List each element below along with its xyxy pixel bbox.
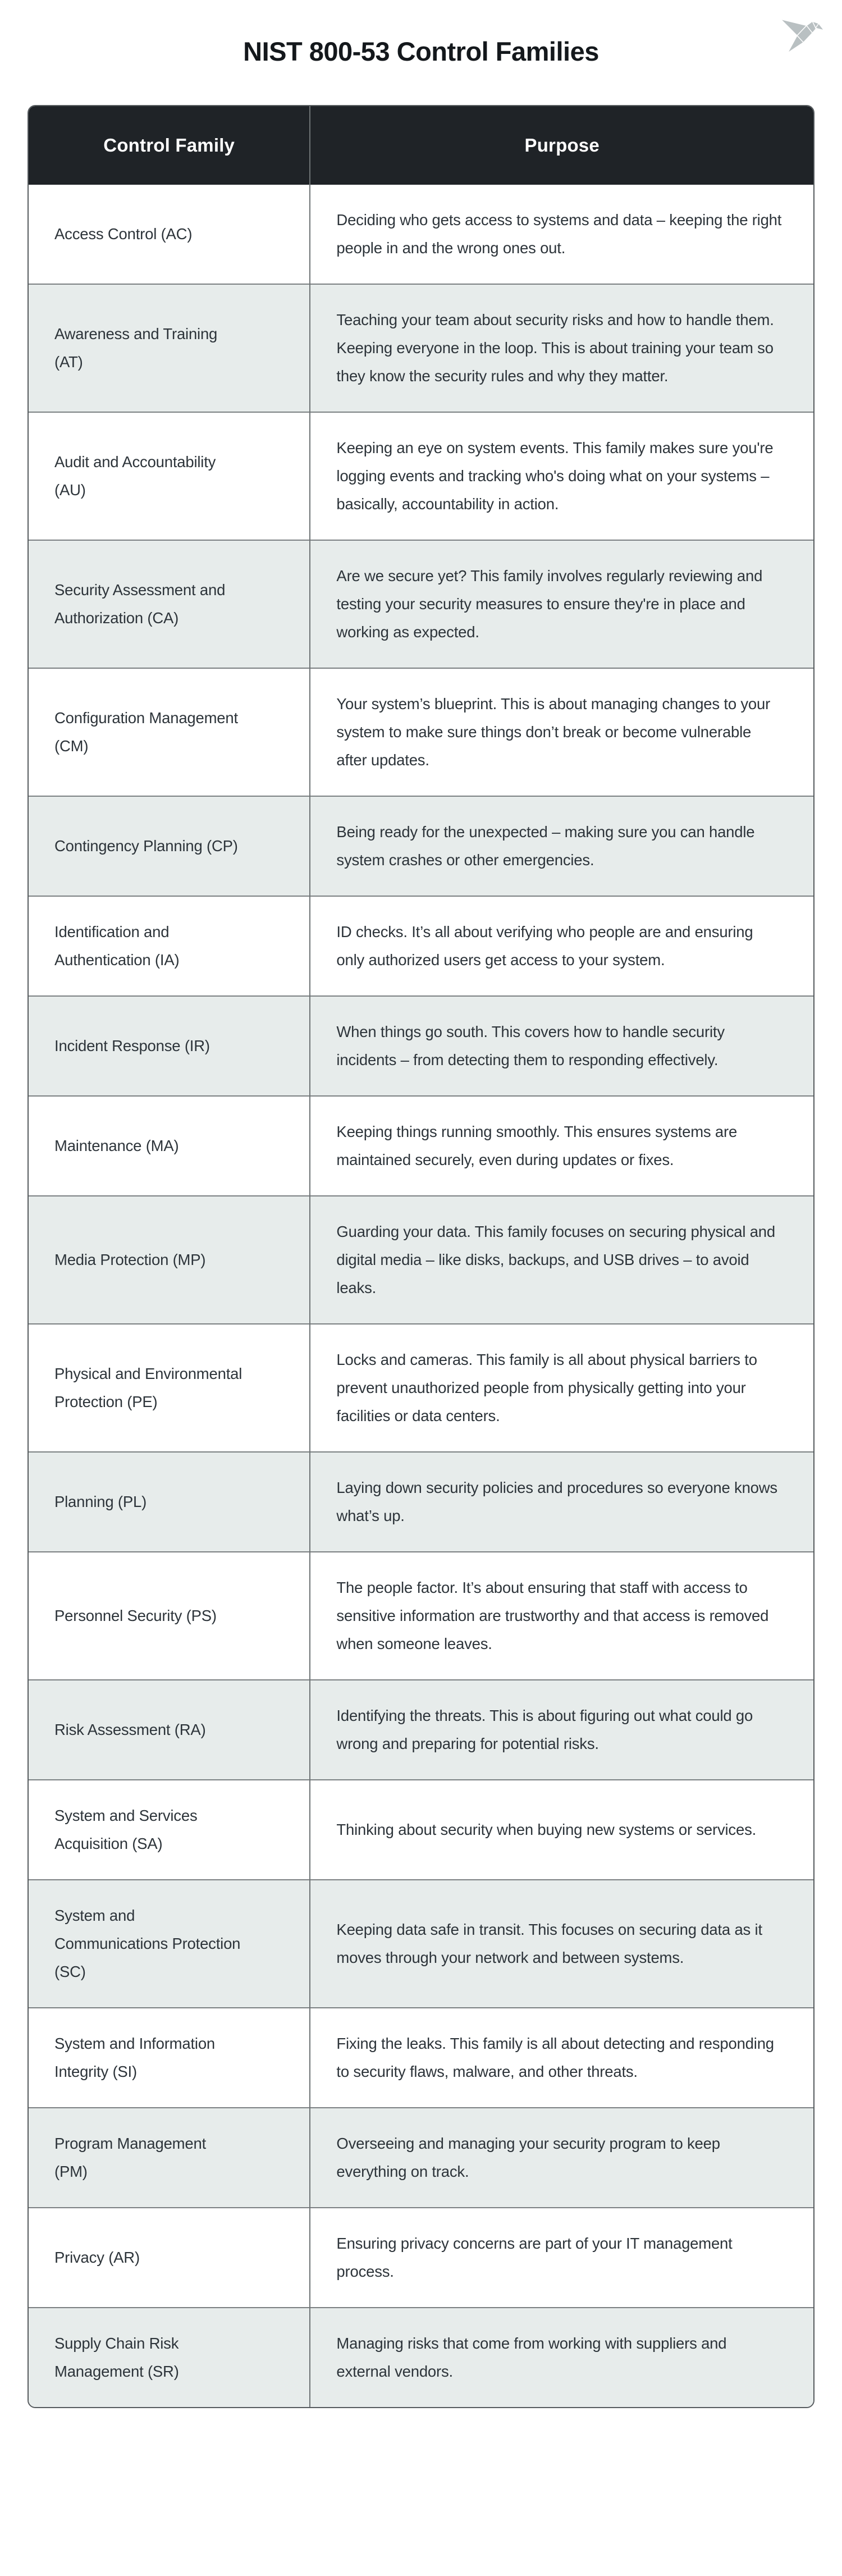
table-row xyxy=(29,896,813,996)
table-row xyxy=(29,412,813,540)
table-row xyxy=(29,996,813,1096)
purpose-cell: Fixing the leaks. This family is all about detecting and responding to security flaws, malware, and other threats. xyxy=(310,2008,813,2108)
purpose-cell: Deciding who gets access to systems and data – keeping the right people in and the wrong ones out. xyxy=(310,185,813,284)
table-row xyxy=(29,668,813,796)
control-family-cell: Access Control (AC) xyxy=(29,185,310,284)
column-header-purpose: Purpose xyxy=(310,106,813,185)
control-family-cell: Privacy (AR) xyxy=(29,2208,310,2308)
control-family-cell: Maintenance (MA) xyxy=(29,1096,310,1196)
table-row xyxy=(29,284,813,412)
control-family-cell: Awareness and Training (AT) xyxy=(29,284,310,412)
purpose-cell: ID checks. It’s all about verifying who people are and ensuring only authorized users get access to your system. xyxy=(310,896,813,996)
page-title: NIST 800-53 Control Families xyxy=(243,36,599,66)
table-row xyxy=(29,1452,813,1552)
control-family-cell: Identification and Authentication (IA) xyxy=(29,896,310,996)
control-family-cell: Supply Chain Risk Management (SR) xyxy=(29,2308,310,2407)
table-row xyxy=(29,1880,813,2008)
control-family-cell: Incident Response (IR) xyxy=(29,996,310,1096)
table-row xyxy=(29,2008,813,2108)
table-row xyxy=(29,1680,813,1780)
control-family-cell: Planning (PL) xyxy=(29,1452,310,1552)
column-header-control-family: Control Family xyxy=(29,106,310,185)
control-family-cell: System and Communications Protection (SC) xyxy=(29,1880,310,2008)
purpose-cell: Identifying the threats. This is about figuring out what could go wrong and preparing for potential risks. xyxy=(310,1680,813,1780)
table-row xyxy=(29,1196,813,1324)
control-family-cell: Security Assessment and Authorization (CA) xyxy=(29,540,310,668)
table-row xyxy=(29,1552,813,1680)
control-family-cell: Audit and Accountability (AU) xyxy=(29,412,310,540)
purpose-cell: Being ready for the unexpected – making sure you can handle system crashes or other emergencies. xyxy=(310,796,813,896)
purpose-cell: Keeping data safe in transit. This focuses on securing data as it moves through your network and between systems. xyxy=(310,1880,813,2008)
control-families-table xyxy=(28,105,814,2408)
control-family-cell: Configuration Management (CM) xyxy=(29,668,310,796)
purpose-cell: Keeping things running smoothly. This ensures systems are maintained securely, even during updates or fixes. xyxy=(310,1096,813,1196)
control-family-cell: Personnel Security (PS) xyxy=(29,1552,310,1680)
control-family-cell: System and Services Acquisition (SA) xyxy=(29,1780,310,1880)
purpose-cell: Ensuring privacy concerns are part of your IT management process. xyxy=(310,2208,813,2308)
purpose-cell: When things go south. This covers how to handle security incidents – from detecting them to responding effectively. xyxy=(310,996,813,1096)
purpose-cell: Managing risks that come from working with suppliers and external vendors. xyxy=(310,2308,813,2407)
origami-bird-logo-icon xyxy=(778,12,833,65)
control-family-cell: Program Management (PM) xyxy=(29,2108,310,2208)
table-row xyxy=(29,2208,813,2308)
table-row xyxy=(29,1780,813,1880)
control-family-cell: Contingency Planning (CP) xyxy=(29,796,310,896)
purpose-cell: Locks and cameras. This family is all about physical barriers to prevent unauthorized people from physically getting into your facilities or data centers. xyxy=(310,1324,813,1452)
control-family-cell: Media Protection (MP) xyxy=(29,1196,310,1324)
control-family-cell: Risk Assessment (RA) xyxy=(29,1680,310,1780)
purpose-cell: Your system’s blueprint. This is about managing changes to your system to make sure things don’t break or become vulnerable after updates. xyxy=(310,668,813,796)
table-row xyxy=(29,1096,813,1196)
purpose-cell: Guarding your data. This family focuses on securing physical and digital media – like disks, backups, and USB drives – to avoid leaks. xyxy=(310,1196,813,1324)
table-row xyxy=(29,2308,813,2407)
control-family-cell: Physical and Environmental Protection (PE) xyxy=(29,1324,310,1452)
purpose-cell: The people factor. It’s about ensuring that staff with access to sensitive information are trustworthy and that access is removed when someone leaves. xyxy=(310,1552,813,1680)
control-family-cell: System and Information Integrity (SI) xyxy=(29,2008,310,2108)
table-row xyxy=(29,1324,813,1452)
purpose-cell: Keeping an eye on system events. This family makes sure you're logging events and tracking who's doing what on your systems – basically, accountability in action. xyxy=(310,412,813,540)
table-row xyxy=(29,185,813,284)
purpose-cell: Overseeing and managing your security program to keep everything on track. xyxy=(310,2108,813,2208)
table-row xyxy=(29,540,813,668)
purpose-cell: Thinking about security when buying new systems or services. xyxy=(310,1780,813,1880)
table-row xyxy=(29,2108,813,2208)
purpose-cell: Laying down security policies and procedures so everyone knows what’s up. xyxy=(310,1452,813,1552)
table-row xyxy=(29,796,813,896)
purpose-cell: Are we secure yet? This family involves regularly reviewing and testing your security measures to ensure they're in place and working as expected. xyxy=(310,540,813,668)
table-header-row xyxy=(29,106,813,185)
purpose-cell: Teaching your team about security risks and how to handle them. Keeping everyone in the loop. This is about training your team so they know the security rules and why they matter. xyxy=(310,284,813,412)
